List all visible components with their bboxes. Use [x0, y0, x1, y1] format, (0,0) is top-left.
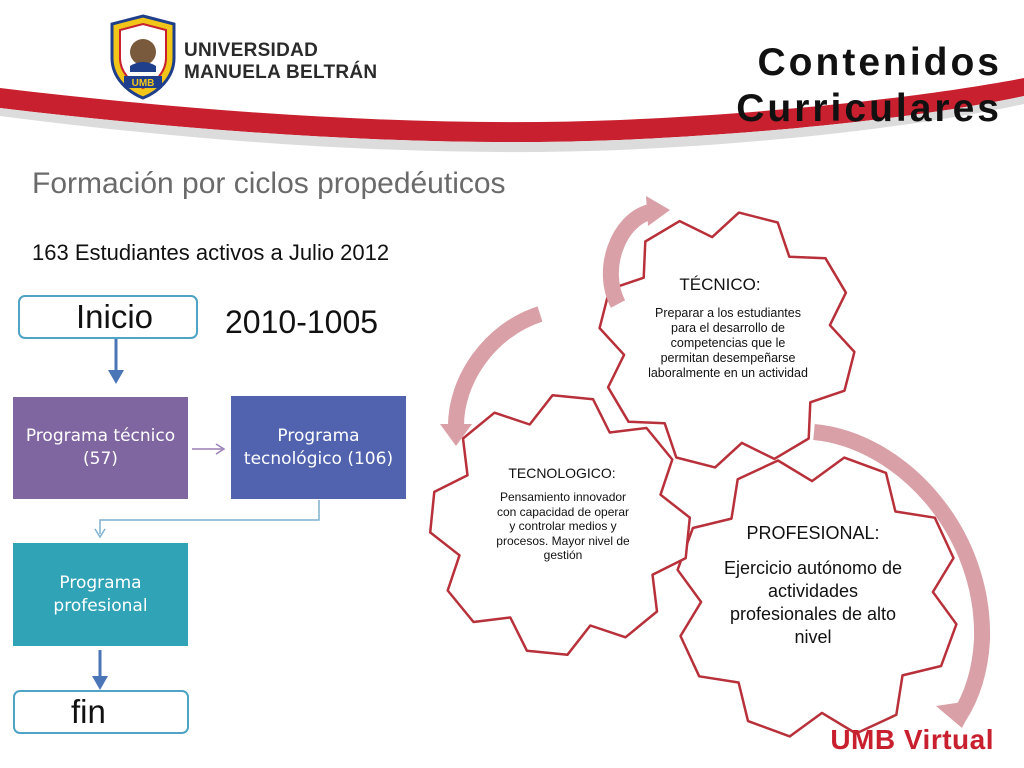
year-code: 2010-1005 — [225, 304, 379, 340]
gear-profesional-title: PROFESIONAL: — [746, 523, 880, 543]
university-name-line2: MANUELA BELTRÁN — [184, 62, 378, 83]
cycle-arrow-head-tecnico — [646, 196, 670, 226]
box-programa-tecnico-label: Programa técnico (57) — [25, 426, 176, 469]
gear-profesional-description: Ejercicio autónomo de actividades profesionales de alto nivel — [723, 558, 903, 647]
box-programa-tecnologico-label: Programa tecnológico (106) — [243, 425, 394, 469]
gear-tecnico-title: TÉCNICO: — [679, 275, 761, 294]
cycle-arrow-tecnologico — [456, 314, 540, 428]
gear-tecnologico-title: TECNOLOGICO: — [508, 465, 616, 481]
slide-title-line2: Curriculares — [736, 87, 1002, 130]
students-count-text: 163 Estudiantes activos a Julio 2012 — [32, 240, 390, 265]
university-name-line1: UNIVERSIDAD — [184, 40, 319, 61]
seal-text: UMB — [131, 78, 155, 89]
fin-label: fin — [71, 693, 106, 730]
box-programa-profesional-label: Programa profesional — [53, 572, 148, 616]
slide-title-line1: Contenidos — [757, 41, 1002, 84]
umb-virtual-logo: UMB Virtual — [830, 724, 994, 755]
gear-tecnico-description: Preparar a los estudiantes para el desarrollo de competencias que le permitan desempeñarse laboralmente en un actividad — [648, 306, 808, 380]
inicio-label: Inicio — [76, 298, 154, 335]
section-subtitle: Formación por ciclos propedéuticos — [32, 167, 506, 200]
gear-tecnologico-description: Pensamiento innovador con capacidad de operar y controlar medios y procesos. Mayor nivel de gestión — [496, 490, 630, 562]
